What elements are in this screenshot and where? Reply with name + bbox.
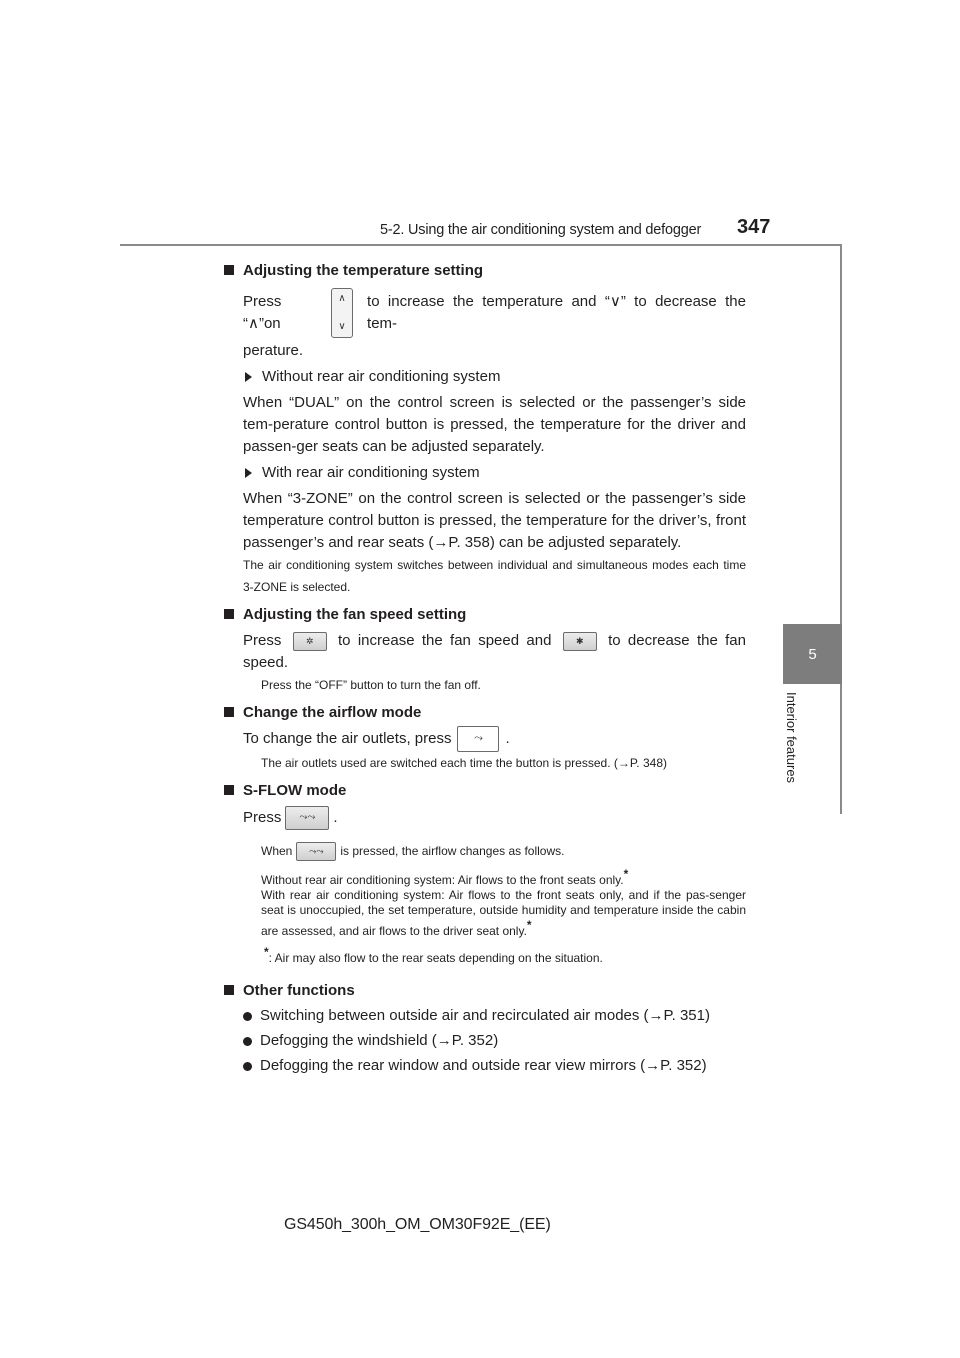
square-bullet-icon <box>224 707 234 717</box>
triangle-bullet-icon <box>245 372 252 382</box>
bullet-dot-icon <box>243 1062 252 1071</box>
sflow-instruction: Press ⤳⤳ . <box>243 806 746 830</box>
chapter-number: 5 <box>808 645 817 663</box>
page-content <box>224 250 746 1077</box>
square-bullet-icon <box>224 265 234 275</box>
page-number: 347 <box>737 216 771 238</box>
subheading-without-rear: Without rear air conditioning system <box>243 366 746 388</box>
section-heading-airflow: Change the airflow mode <box>224 702 746 724</box>
list-item: Defogging the rear window and outside rear view mirrors (→P. 352) <box>243 1055 746 1077</box>
side-rule-bottom <box>840 684 842 814</box>
sflow-small-button-icon: ⤳⤳ <box>296 842 336 861</box>
zone-note: The air conditioning system switches between individual and simultaneous modes each time 3-ZONE is selected. <box>243 558 746 594</box>
fan-down-button-icon: ✱ <box>563 632 597 651</box>
fan-up-button-icon: ✲ <box>293 632 327 651</box>
chapter-tab <box>783 624 842 684</box>
airflow-instruction: To change the air outlets, press ⤳ . <box>243 726 746 752</box>
subheading-with-rear: With rear air conditioning system <box>243 462 746 484</box>
triangle-bullet-icon <box>245 468 252 478</box>
with-rear-text: When “3-ZONE” on the control screen is selected or the passenger’s side temperature control button is pressed, the temperature for the driver’s, front passenger’s and rear seats (→P. 358) can be adjusted separately. <box>243 490 746 551</box>
list-item: Defogging the windshield (→P. 352) <box>243 1030 746 1052</box>
section-heading-sflow: S-FLOW mode <box>224 780 746 802</box>
sflow-note-when: When ⤳⤳ is pressed, the airflow changes as follows. <box>261 842 746 861</box>
without-rear-text: When “DUAL” on the control screen is selected or the passenger’s side tem-perature control button is pressed, the temperature for the driver and passen-ger seats can be adjusted separately. <box>243 394 746 455</box>
sflow-button-icon: ⤳⤳ <box>285 806 329 830</box>
header-rule <box>120 244 842 246</box>
section-heading-temperature: Adjusting the temperature setting <box>224 260 746 282</box>
temperature-updown-button-icon: ∧ ∨ <box>331 288 353 338</box>
bullet-dot-icon <box>243 1012 252 1021</box>
bullet-dot-icon <box>243 1037 252 1046</box>
temperature-instruction-cont: perature. <box>243 342 304 359</box>
airflow-mode-button-icon: ⤳ <box>457 726 499 752</box>
fan-instruction: Press ✲ to increase the fan speed and ✱ to decrease the fan speed. <box>243 632 746 671</box>
document-code: GS450h_300h_OM_OM30F92E_(EE) <box>284 1216 551 1233</box>
side-rule-top <box>840 244 842 624</box>
list-item: Switching between outside air and recirculated air modes (→P. 351) <box>243 1005 746 1027</box>
airflow-note: The air outlets used are switched each time the button is pressed. (→P. 348) <box>261 756 667 770</box>
square-bullet-icon <box>224 985 234 995</box>
section-heading-other: Other functions <box>224 980 746 1002</box>
temperature-instruction: Press “∧”on ∧ ∨ to increase the temperature and “∨” to decrease the tem- <box>243 288 746 338</box>
sflow-without-rear: Without rear air conditioning system: Air flows to the front seats only.* <box>261 867 629 887</box>
sflow-footnote: *: Air may also flow to the rear seats depending on the situation. <box>264 945 603 965</box>
section-title: 5-2. Using the air conditioning system and defogger <box>380 222 702 238</box>
square-bullet-icon <box>224 785 234 795</box>
sflow-with-rear: With rear air conditioning system: Air flows to the front seats only, and if the pas-senger seat is unoccupied, the set temperature, outside humidity and temperature inside the cabin are assessed, and air flows to the driver seat only.* <box>261 888 746 938</box>
square-bullet-icon <box>224 609 234 619</box>
section-heading-fan: Adjusting the fan speed setting <box>224 604 746 626</box>
fan-note: Press the “OFF” button to turn the fan off. <box>261 678 481 692</box>
chapter-label: Interior features <box>784 692 799 784</box>
